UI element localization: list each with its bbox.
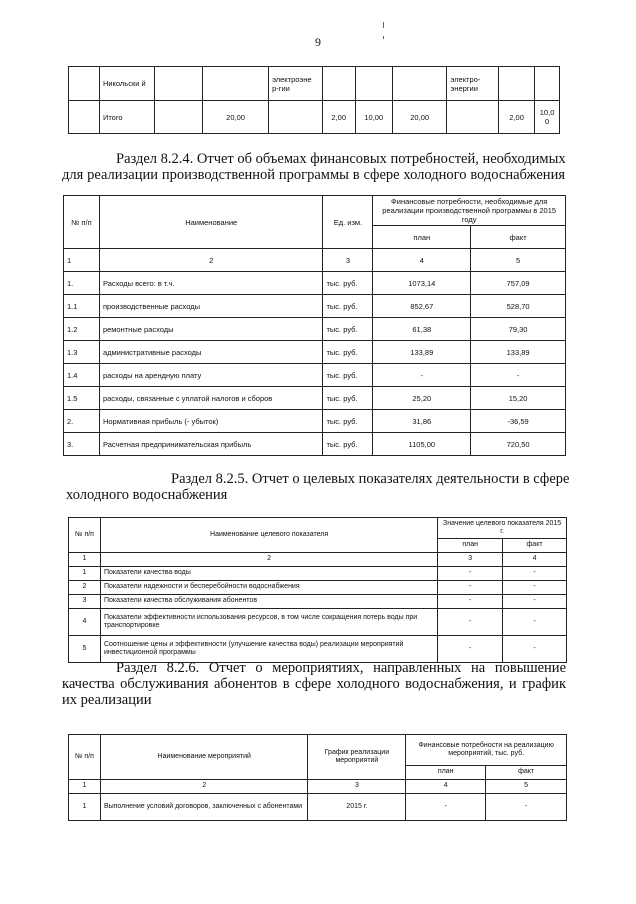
row-fact: - — [471, 364, 566, 387]
index-cell: 4 — [503, 553, 567, 567]
table-cell — [447, 101, 499, 134]
table-row — [64, 410, 566, 433]
header-fact: факт — [503, 539, 567, 553]
header-value: Значение целевого показателя 2015 г. — [438, 518, 567, 539]
heading-line: качества обслуживания абонентов в сфере холодного водоснабжения, и график — [62, 676, 566, 692]
row-plan: - — [438, 636, 503, 663]
header-num: № п/п — [69, 735, 101, 780]
row-fact: 15,20 — [471, 387, 566, 410]
row-num: 2 — [69, 581, 101, 595]
row-schedule: 2015 г. — [308, 794, 406, 821]
row-name: Выполнение условий договоров, заключенных с абонентами — [100, 794, 308, 821]
index-cell: 4 — [373, 249, 471, 272]
index-cell: 5 — [471, 249, 566, 272]
heading-line: их реализации — [62, 692, 152, 708]
row-name: административные расходы — [99, 341, 323, 364]
row-num: 2. — [64, 410, 100, 433]
table-row — [64, 341, 566, 364]
row-plan: 133,89 — [373, 341, 471, 364]
row-unit: тыс. руб. — [323, 433, 373, 456]
heading-line: Раздел 8.2.4. Отчет об объемах финансовых потребностей, необходимых — [116, 151, 566, 167]
table-row — [64, 272, 566, 295]
table-row — [69, 567, 567, 581]
table-cell: 2,00 — [499, 101, 535, 134]
section-826-heading — [62, 660, 566, 708]
row-name: Нормативная прибыль (- убыток) — [99, 410, 323, 433]
row-num: 1.5 — [64, 387, 100, 410]
row-name: Расходы всего: в т.ч. — [99, 272, 323, 295]
header-row — [69, 735, 567, 766]
heading-line: Раздел 8.2.5. Отчет о целевых показателях деятельности в сфере — [171, 471, 570, 487]
row-fact: 79,30 — [471, 318, 566, 341]
section-825-heading — [66, 471, 570, 503]
page-number: 9 — [315, 35, 321, 49]
row-plan: - — [438, 581, 503, 595]
index-cell: 3 — [308, 780, 406, 794]
header-row — [64, 196, 566, 226]
header-finance: Финансовые потребности на реализацию мероприятий, тыс. руб. — [406, 735, 567, 766]
row-num: 1 — [69, 567, 101, 581]
row-fact: - — [486, 794, 567, 821]
row-fact: - — [503, 567, 567, 581]
table-cell: 10,0 0 — [535, 101, 560, 134]
table-cell: электро-энергии — [447, 67, 499, 101]
header-row — [69, 518, 567, 539]
index-cell: 1 — [69, 780, 101, 794]
index-cell: 1 — [69, 553, 101, 567]
row-fact: 528,70 — [471, 295, 566, 318]
row-plan: - — [438, 595, 503, 609]
row-plan: - — [438, 609, 503, 636]
row-name: расходы, связанные с уплатой налогов и сборов — [99, 387, 323, 410]
header-plan: план — [373, 226, 471, 249]
target-indicators-table — [68, 517, 567, 663]
row-name: расходы на арендную плату — [99, 364, 323, 387]
row-name: ремонтные расходы — [99, 318, 323, 341]
row-unit: тыс. руб. — [323, 341, 373, 364]
row-name: Показатели эффективности использования ресурсов, в том числе сокращения потерь воды при транспортировке — [100, 609, 437, 636]
row-fact: - — [503, 595, 567, 609]
table-cell — [154, 67, 202, 101]
row-num: 1.3 — [64, 341, 100, 364]
table-row — [69, 595, 567, 609]
row-num: 3. — [64, 433, 100, 456]
row-name: Расчетная предпринимательская прибыль — [99, 433, 323, 456]
row-unit: тыс. руб. — [323, 364, 373, 387]
index-cell: 3 — [323, 249, 373, 272]
row-fact: - — [503, 609, 567, 636]
service-measures-table — [68, 734, 567, 821]
row-num: 3 — [69, 595, 101, 609]
table-cell — [203, 67, 269, 101]
header-name: Наименование целевого показателя — [100, 518, 437, 553]
table-row — [69, 794, 567, 821]
table-cell: 10,00 — [355, 101, 392, 134]
table-row — [69, 609, 567, 636]
header-num: № п/п — [69, 518, 101, 553]
index-cell: 5 — [486, 780, 567, 794]
table-row — [64, 295, 566, 318]
row-unit: тыс. руб. — [323, 318, 373, 341]
row-unit: тыс. руб. — [323, 410, 373, 433]
header-schedule: График реализации мероприятий — [308, 735, 406, 780]
table-row — [64, 364, 566, 387]
table-cell — [392, 67, 447, 101]
header-name: Наименование — [99, 196, 323, 249]
row-num: 1. — [64, 272, 100, 295]
index-cell: 4 — [406, 780, 486, 794]
index-cell: 2 — [100, 553, 437, 567]
header-finance: Финансовые потребности, необходимые для реализации производственной программы в 2015 году — [373, 196, 566, 226]
row-fact: - — [503, 636, 567, 663]
top-continuation-table — [68, 66, 560, 134]
table-cell — [499, 67, 535, 101]
row-fact: 757,09 — [471, 272, 566, 295]
row-plan: 852,67 — [373, 295, 471, 318]
table-cell: Итого — [99, 101, 154, 134]
table-row — [69, 636, 567, 663]
header-num: № п/п — [64, 196, 100, 249]
index-cell: 2 — [100, 780, 308, 794]
row-fact: 133,89 — [471, 341, 566, 364]
row-num: 1.1 — [64, 295, 100, 318]
header-plan: план — [438, 539, 503, 553]
table-cell — [69, 67, 100, 101]
table-cell — [154, 101, 202, 134]
row-plan: - — [438, 567, 503, 581]
scan-mark — [383, 22, 384, 28]
header-unit: Ед. изм. — [323, 196, 373, 249]
row-plan: 1073,14 — [373, 272, 471, 295]
row-num: 5 — [69, 636, 101, 663]
index-cell: 1 — [64, 249, 100, 272]
table-row — [69, 581, 567, 595]
row-unit: тыс. руб. — [323, 295, 373, 318]
table-cell — [355, 67, 392, 101]
index-cell: 2 — [99, 249, 323, 272]
table-cell: 20,00 — [203, 101, 269, 134]
row-name: Соотношение цены и эффективности (улучшение качества воды) реализации мероприятий инвестиционной программы — [100, 636, 437, 663]
section-824-heading — [62, 151, 565, 183]
index-row — [64, 249, 566, 272]
table-cell: 20,00 — [392, 101, 447, 134]
row-name: Показатели качества обслуживания абонентов — [100, 595, 437, 609]
table-row — [69, 67, 560, 101]
row-name: Показатели качества воды — [100, 567, 437, 581]
header-name: Наименование мероприятий — [100, 735, 308, 780]
row-fact: -36,59 — [471, 410, 566, 433]
row-name: Показатели надежности и бесперебойности водоснабжения — [100, 581, 437, 595]
table-cell — [269, 101, 323, 134]
header-fact: факт — [486, 766, 567, 780]
row-plan: - — [373, 364, 471, 387]
row-plan: 31,86 — [373, 410, 471, 433]
row-plan: 61,38 — [373, 318, 471, 341]
row-name: производственные расходы — [99, 295, 323, 318]
table-row — [64, 387, 566, 410]
row-plan: - — [406, 794, 486, 821]
table-cell: Никольски й — [99, 67, 154, 101]
table-cell — [535, 67, 560, 101]
row-num: 4 — [69, 609, 101, 636]
index-row — [69, 780, 567, 794]
table-row — [64, 433, 566, 456]
index-row — [69, 553, 567, 567]
row-fact: - — [503, 581, 567, 595]
header-fact: факт — [471, 226, 566, 249]
scan-mark — [383, 36, 384, 39]
row-plan: 25,20 — [373, 387, 471, 410]
table-row — [69, 101, 560, 134]
heading-line: холодного водоснабжения — [66, 487, 228, 503]
row-num: 1.2 — [64, 318, 100, 341]
index-cell: 3 — [438, 553, 503, 567]
heading-line: для реализации производственной программы в сфере холодного водоснабжения — [62, 167, 565, 183]
table-cell — [69, 101, 100, 134]
heading-line: Раздел 8.2.6. Отчет о мероприятиях, направленных на повышение — [116, 660, 566, 676]
row-unit: тыс. руб. — [323, 387, 373, 410]
row-fact: 720,50 — [471, 433, 566, 456]
table-cell — [322, 67, 355, 101]
row-num: 1 — [69, 794, 101, 821]
row-unit: тыс. руб. — [323, 272, 373, 295]
finance-needs-table — [63, 195, 566, 456]
table-row — [64, 318, 566, 341]
table-cell: электроэне р-гии — [269, 67, 323, 101]
table-cell: 2,00 — [322, 101, 355, 134]
row-plan: 1105,00 — [373, 433, 471, 456]
header-plan: план — [406, 766, 486, 780]
row-num: 1.4 — [64, 364, 100, 387]
